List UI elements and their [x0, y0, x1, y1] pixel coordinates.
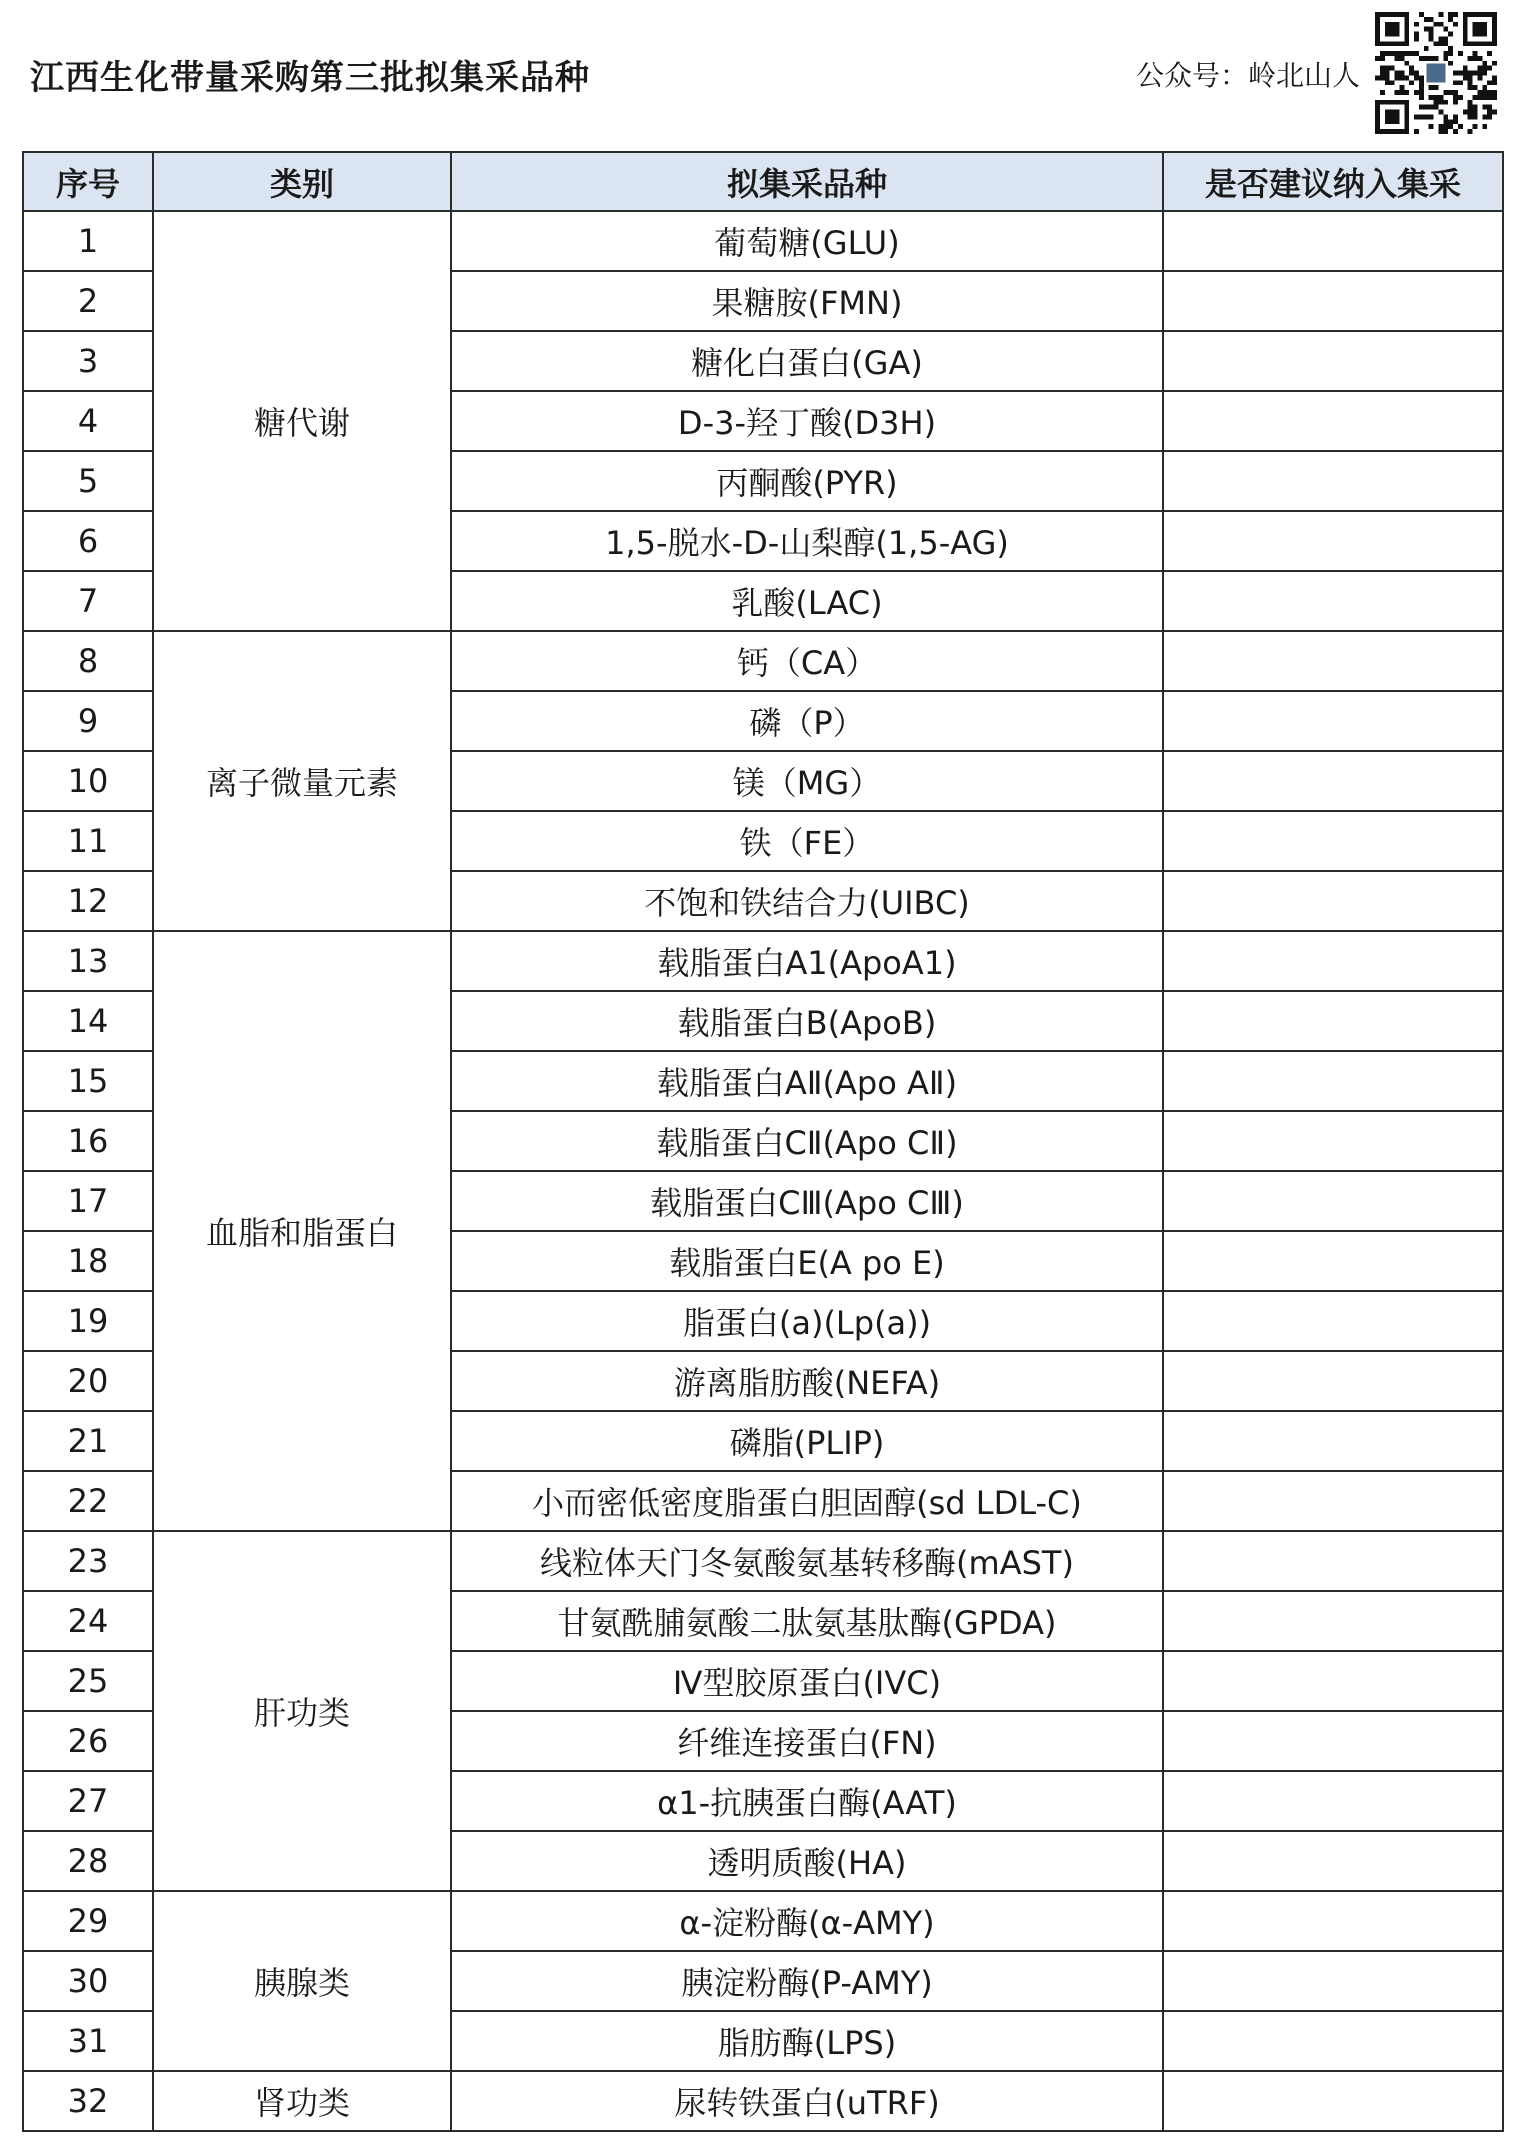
row-number: 8 — [23, 631, 153, 691]
row-number: 23 — [23, 1531, 153, 1591]
row-number: 4 — [23, 391, 153, 451]
row-number: 32 — [23, 2071, 153, 2131]
row-number: 31 — [23, 2011, 153, 2071]
item-name-cell: 脂肪酶(LPS) — [451, 2011, 1163, 2071]
qr-code-icon — [1375, 12, 1497, 134]
item-name-cell: 钙（CA） — [451, 631, 1163, 691]
item-name-cell: 载脂蛋白B(ApoB) — [451, 991, 1163, 1051]
suggest-cell[interactable] — [1163, 1291, 1503, 1351]
table-row — [23, 931, 1503, 991]
row-number: 28 — [23, 1831, 153, 1891]
item-name-cell: α1-抗胰蛋白酶(AAT) — [451, 1771, 1163, 1831]
header-item: 拟集采品种 — [451, 152, 1163, 211]
table-row — [23, 1531, 1503, 1591]
row-number: 20 — [23, 1351, 153, 1411]
table-row — [23, 1891, 1503, 1951]
item-name-cell: 载脂蛋白E(A po E) — [451, 1231, 1163, 1291]
suggest-cell[interactable] — [1163, 271, 1503, 331]
document-title: 江西生化带量采购第三批拟集采品种 — [30, 58, 590, 98]
suggest-cell[interactable] — [1163, 1531, 1503, 1591]
item-name-cell: 线粒体天门冬氨酸氨基转移酶(mAST) — [451, 1531, 1163, 1591]
suggest-cell[interactable] — [1163, 511, 1503, 571]
item-name-cell: 载脂蛋白AⅡ(Apo AⅡ) — [451, 1051, 1163, 1111]
item-name-cell: 磷脂(PLIP) — [451, 1411, 1163, 1471]
row-number: 27 — [23, 1771, 153, 1831]
row-number: 16 — [23, 1111, 153, 1171]
item-name-cell: 1,5-脱水-D-山梨醇(1,5-AG) — [451, 511, 1163, 571]
row-number: 10 — [23, 751, 153, 811]
table-row — [23, 211, 1503, 271]
item-name-cell: 镁（MG） — [451, 751, 1163, 811]
suggest-cell[interactable] — [1163, 1891, 1503, 1951]
item-name-cell: 铁（FE） — [451, 811, 1163, 871]
suggest-cell[interactable] — [1163, 1591, 1503, 1651]
suggest-cell[interactable] — [1163, 331, 1503, 391]
row-number: 6 — [23, 511, 153, 571]
suggest-cell[interactable] — [1163, 211, 1503, 271]
row-number: 26 — [23, 1711, 153, 1771]
row-number: 24 — [23, 1591, 153, 1651]
row-number: 30 — [23, 1951, 153, 2011]
suggest-cell[interactable] — [1163, 1951, 1503, 2011]
category-cell: 肾功类 — [153, 2071, 451, 2131]
row-number: 29 — [23, 1891, 153, 1951]
suggest-cell[interactable] — [1163, 871, 1503, 931]
suggest-cell[interactable] — [1163, 1771, 1503, 1831]
suggest-cell[interactable] — [1163, 751, 1503, 811]
row-number: 2 — [23, 271, 153, 331]
item-name-cell: 载脂蛋白A1(ApoA1) — [451, 931, 1163, 991]
item-name-cell: 小而密低密度脂蛋白胆固醇(sd LDL-C) — [451, 1471, 1163, 1531]
header-no: 序号 — [23, 152, 153, 211]
suggest-cell[interactable] — [1163, 1471, 1503, 1531]
suggest-cell[interactable] — [1163, 691, 1503, 751]
row-number: 25 — [23, 1651, 153, 1711]
suggest-cell[interactable] — [1163, 1651, 1503, 1711]
header-category: 类别 — [153, 152, 451, 211]
row-number: 17 — [23, 1171, 153, 1231]
item-name-cell: 载脂蛋白CⅢ(Apo CⅢ) — [451, 1171, 1163, 1231]
suggest-cell[interactable] — [1163, 1171, 1503, 1231]
item-name-cell: α-淀粉酶(α-AMY) — [451, 1891, 1163, 1951]
header-suggest: 是否建议纳入集采 — [1163, 152, 1503, 211]
row-number: 9 — [23, 691, 153, 751]
table-header-row — [23, 152, 1503, 211]
item-name-cell: 丙酮酸(PYR) — [451, 451, 1163, 511]
suggest-cell[interactable] — [1163, 991, 1503, 1051]
item-name-cell: Ⅳ型胶原蛋白(IVC) — [451, 1651, 1163, 1711]
suggest-cell[interactable] — [1163, 2011, 1503, 2071]
item-name-cell: 尿转铁蛋白(uTRF) — [451, 2071, 1163, 2131]
category-cell: 肝功类 — [153, 1531, 451, 1891]
row-number: 18 — [23, 1231, 153, 1291]
suggest-cell[interactable] — [1163, 1411, 1503, 1471]
suggest-cell[interactable] — [1163, 1111, 1503, 1171]
item-name-cell: 葡萄糖(GLU) — [451, 211, 1163, 271]
suggest-cell[interactable] — [1163, 1051, 1503, 1111]
suggest-cell[interactable] — [1163, 1351, 1503, 1411]
suggest-cell[interactable] — [1163, 451, 1503, 511]
item-name-cell: 脂蛋白(a)(Lp(a)) — [451, 1291, 1163, 1351]
table-row — [23, 631, 1503, 691]
item-name-cell: D-3-羟丁酸(D3H) — [451, 391, 1163, 451]
suggest-cell[interactable] — [1163, 2071, 1503, 2131]
account-label: 公众号：岭北山人 — [1136, 59, 1361, 92]
item-name-cell: 游离脂肪酸(NEFA) — [451, 1351, 1163, 1411]
item-name-cell: 甘氨酰脯氨酸二肽氨基肽酶(GPDA) — [451, 1591, 1163, 1651]
items-table — [22, 151, 1504, 2132]
category-cell: 血脂和脂蛋白 — [153, 931, 451, 1531]
suggest-cell[interactable] — [1163, 1831, 1503, 1891]
row-number: 21 — [23, 1411, 153, 1471]
row-number: 19 — [23, 1291, 153, 1351]
category-cell: 胰腺类 — [153, 1891, 451, 2071]
row-number: 15 — [23, 1051, 153, 1111]
row-number: 22 — [23, 1471, 153, 1531]
item-name-cell: 磷（P） — [451, 691, 1163, 751]
row-number: 7 — [23, 571, 153, 631]
item-name-cell: 乳酸(LAC) — [451, 571, 1163, 631]
suggest-cell[interactable] — [1163, 1711, 1503, 1771]
item-name-cell: 透明质酸(HA) — [451, 1831, 1163, 1891]
suggest-cell[interactable] — [1163, 931, 1503, 991]
category-cell: 糖代谢 — [153, 211, 451, 631]
row-number: 13 — [23, 931, 153, 991]
row-number: 11 — [23, 811, 153, 871]
row-number: 3 — [23, 331, 153, 391]
item-name-cell: 果糖胺(FMN) — [451, 271, 1163, 331]
row-number: 12 — [23, 871, 153, 931]
suggest-cell[interactable] — [1163, 571, 1503, 631]
item-name-cell: 载脂蛋白CⅡ(Apo CⅡ) — [451, 1111, 1163, 1171]
item-name-cell: 不饱和铁结合力(UIBC) — [451, 871, 1163, 931]
row-number: 1 — [23, 211, 153, 271]
suggest-cell[interactable] — [1163, 391, 1503, 451]
suggest-cell[interactable] — [1163, 1231, 1503, 1291]
table-row — [23, 2071, 1503, 2131]
item-name-cell: 糖化白蛋白(GA) — [451, 331, 1163, 391]
table-body — [23, 211, 1503, 2131]
suggest-cell[interactable] — [1163, 811, 1503, 871]
row-number: 14 — [23, 991, 153, 1051]
item-name-cell: 纤维连接蛋白(FN) — [451, 1711, 1163, 1771]
row-number: 5 — [23, 451, 153, 511]
category-cell: 离子微量元素 — [153, 631, 451, 931]
suggest-cell[interactable] — [1163, 631, 1503, 691]
item-name-cell: 胰淀粉酶(P-AMY) — [451, 1951, 1163, 2011]
